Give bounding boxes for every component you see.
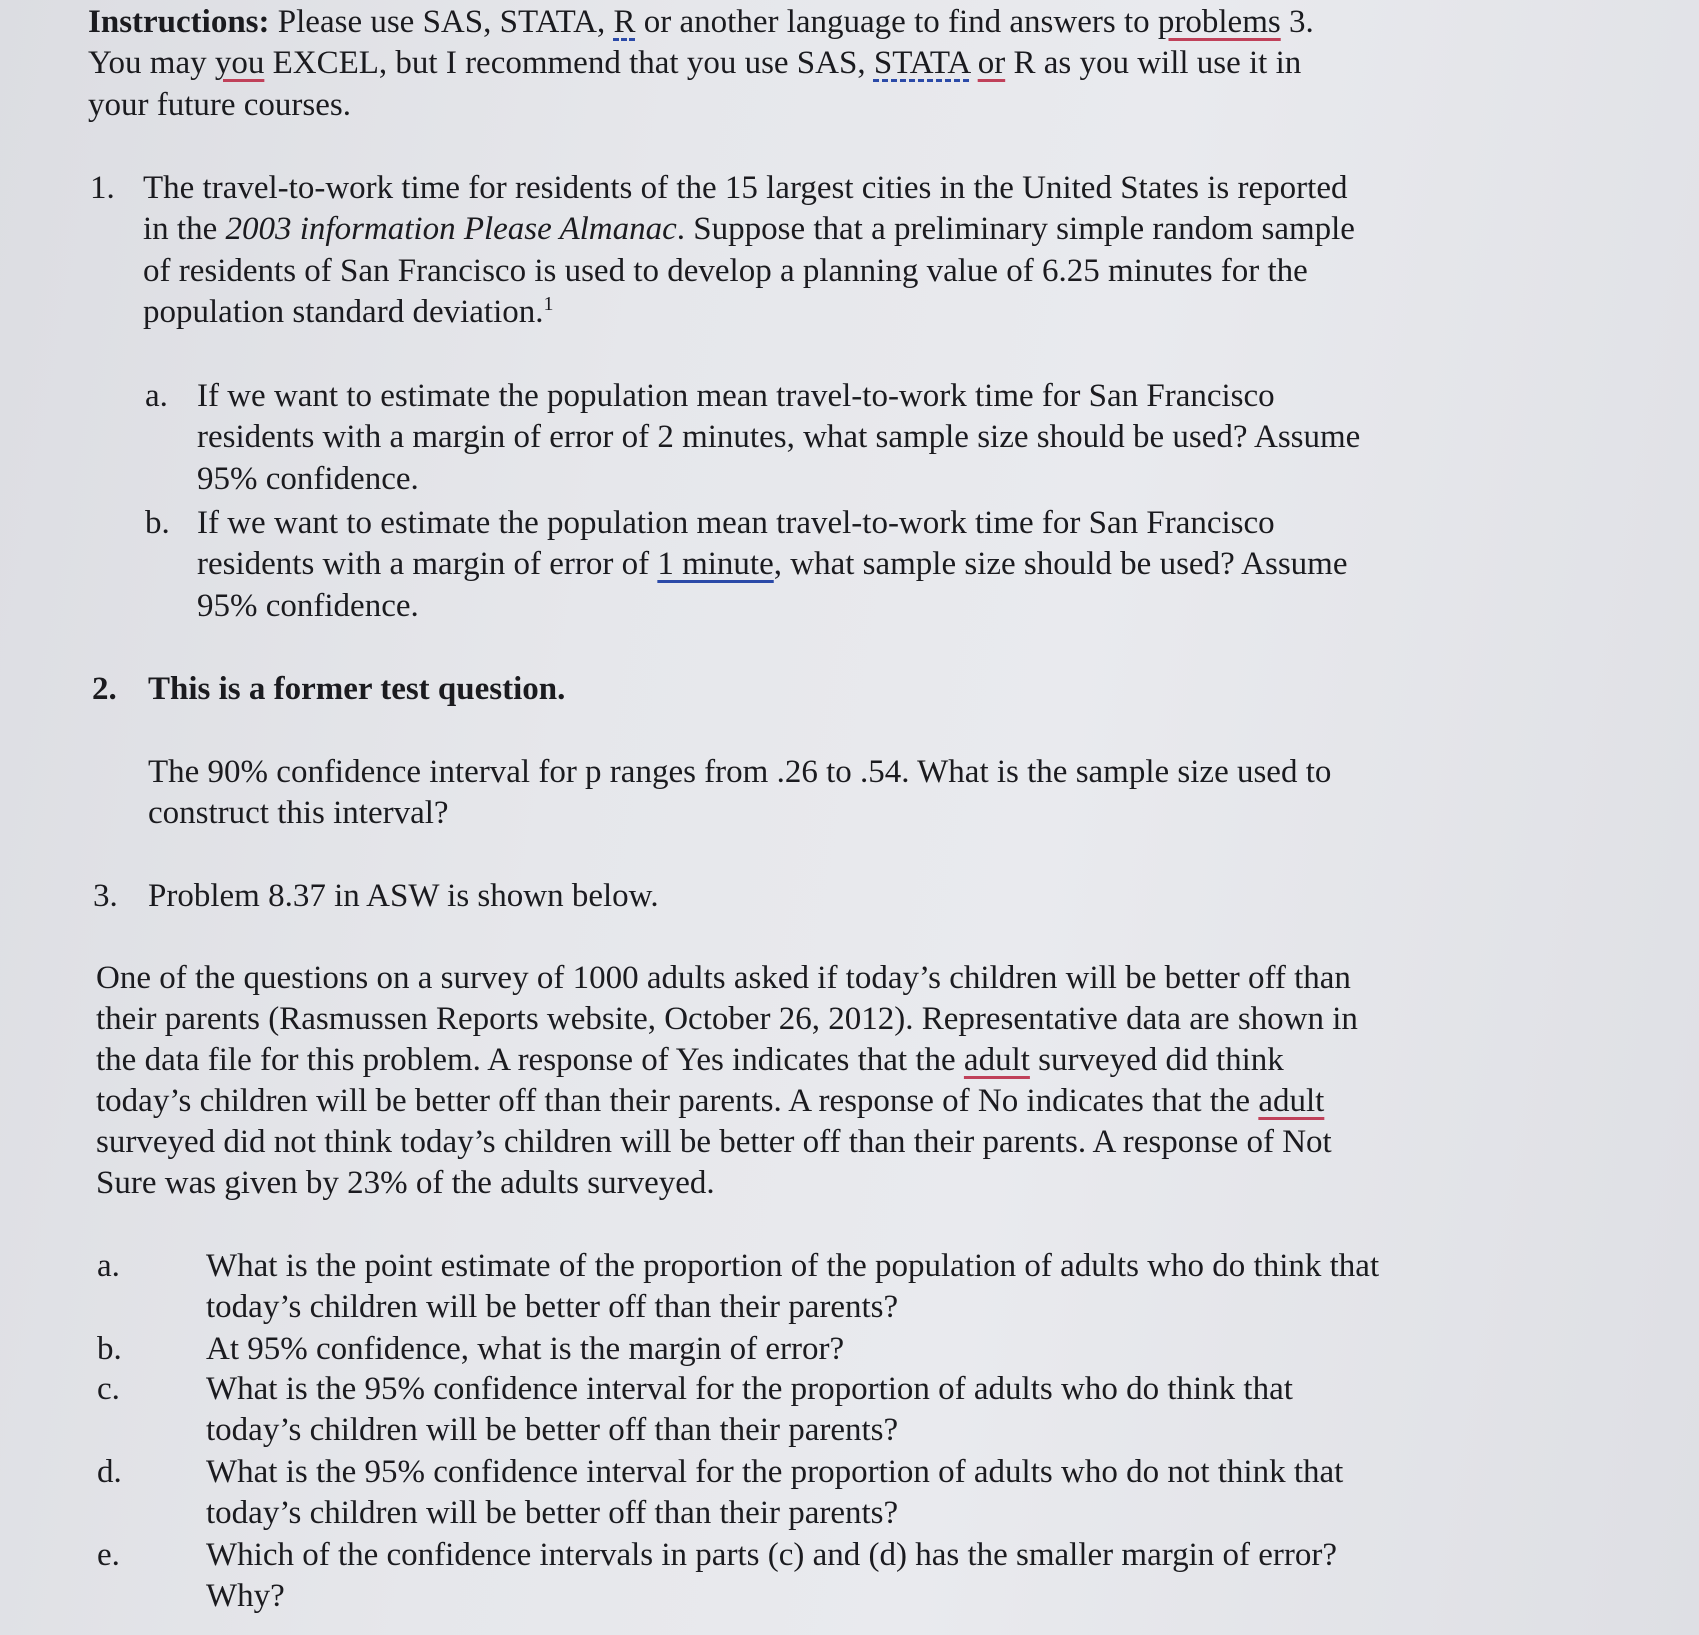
question-3d-line-2: today’s children will be better off than their parents? bbox=[206, 1495, 899, 1531]
part-1a-line-2: residents with a margin of error of 2 minutes, what sample size should be used? Assume bbox=[197, 419, 1361, 455]
r-word: R bbox=[613, 4, 636, 40]
problem-3-para-line-4: today’s children will be better off than their parents. A response of No indicates that the adult bbox=[96, 1083, 1325, 1119]
question-3b-label: b. bbox=[97, 1331, 122, 1367]
question-3a-label: a. bbox=[97, 1248, 120, 1284]
adult-word-2: adult bbox=[1258, 1083, 1325, 1119]
question-3a-line-2: today’s children will be better off than their parents? bbox=[206, 1289, 899, 1325]
part-1b-line-3: 95% confidence. bbox=[197, 588, 419, 624]
question-3e-line-1: Which of the confidence intervals in parts (c) and (d) has the smaller margin of error? bbox=[206, 1537, 1338, 1573]
part-1a-label: a. bbox=[145, 378, 168, 414]
almanac-title: 2003 information Please Almanac bbox=[225, 211, 677, 247]
problem-1-line-3: of residents of San Francisco is used to develop a planning value of 6.25 minutes for the bbox=[143, 253, 1308, 289]
or-word: or bbox=[977, 45, 1006, 81]
question-3c-line-2: today’s children will be better off than their parents? bbox=[206, 1412, 899, 1448]
question-3a-line-1: What is the point estimate of the proportion of the population of adults who do think that bbox=[206, 1248, 1380, 1284]
adult-word: adult bbox=[963, 1042, 1030, 1078]
instructions-line-1: Instructions: Please use SAS, STATA, R or another language to find answers to problems 3. bbox=[88, 4, 1314, 40]
question-3e-label: e. bbox=[97, 1537, 120, 1573]
problem-2-line-2: construct this interval? bbox=[148, 795, 449, 831]
problem-1-number: 1. bbox=[90, 170, 115, 206]
problem-3-para-line-5: surveyed did not think today’s children will be better off than their parents. A response of Not bbox=[96, 1124, 1332, 1160]
problem-2-title: This is a former test question. bbox=[148, 671, 566, 707]
one-minute-underlined: 1 minute bbox=[657, 546, 774, 582]
question-3c-label: c. bbox=[97, 1371, 120, 1407]
problem-3-number: 3. bbox=[93, 878, 118, 914]
problem-1-line-2: in the 2003 information Please Almanac. Suppose that a preliminary simple random sample bbox=[143, 211, 1355, 247]
problem-1-line-4: population standard deviation.$^1$ bbox=[143, 293, 554, 330]
part-1b-line-1: If we want to estimate the population mean travel-to-work time for San Francisco bbox=[197, 505, 1275, 541]
problem-2-line-1: The 90% confidence interval for p ranges from .26 to .54. What is the sample size used to bbox=[148, 754, 1332, 790]
part-1a-line-1: If we want to estimate the population mean travel-to-work time for San Francisco bbox=[197, 378, 1275, 414]
question-3d-line-1: What is the 95% confidence interval for the proportion of adults who do not think that bbox=[206, 1454, 1344, 1490]
problem-1-line-1: The travel-to-work time for residents of the 15 largest cities in the United States is reported bbox=[143, 170, 1348, 206]
stata-word: STATA bbox=[873, 45, 970, 81]
problem-3-title: Problem 8.37 in ASW is shown below. bbox=[148, 878, 659, 914]
instructions-line-3: your future courses. bbox=[88, 87, 352, 123]
problem-3-para-line-2: their parents (Rasmussen Reports website, October 26, 2012). Representative data are shown in bbox=[96, 1001, 1358, 1037]
footnote-marker: 1 bbox=[543, 293, 554, 315]
you-word: you bbox=[214, 45, 265, 81]
problem-3-para-line-3: the data file for this problem. A response of Yes indicates that the adult surveyed did think bbox=[96, 1042, 1284, 1078]
question-3e-line-2: Why? bbox=[206, 1578, 285, 1614]
part-1b-label: b. bbox=[145, 505, 170, 541]
part-1b-line-2: residents with a margin of error of 1 minute, what sample size should be used? Assume bbox=[197, 546, 1348, 582]
problem-2-number: 2. bbox=[92, 671, 117, 707]
problem-3-para-line-6: Sure was given by 23% of the adults surveyed. bbox=[96, 1165, 715, 1201]
instructions-line-2: You may you EXCEL, but I recommend that you use SAS, STATA or R as you will use it in bbox=[88, 45, 1302, 81]
problem-3-para-line-1: One of the questions on a survey of 1000 adults asked if today’s children will be better off than bbox=[96, 960, 1351, 996]
question-3d-label: d. bbox=[97, 1454, 122, 1490]
problems-word: problems bbox=[1157, 4, 1281, 40]
instructions-label: Instructions: bbox=[88, 4, 270, 40]
question-3b-line-1: At 95% confidence, what is the margin of error? bbox=[206, 1331, 845, 1367]
question-3c-line-1: What is the 95% confidence interval for the proportion of adults who do think that bbox=[206, 1371, 1293, 1407]
part-1a-line-3: 95% confidence. bbox=[197, 461, 419, 497]
